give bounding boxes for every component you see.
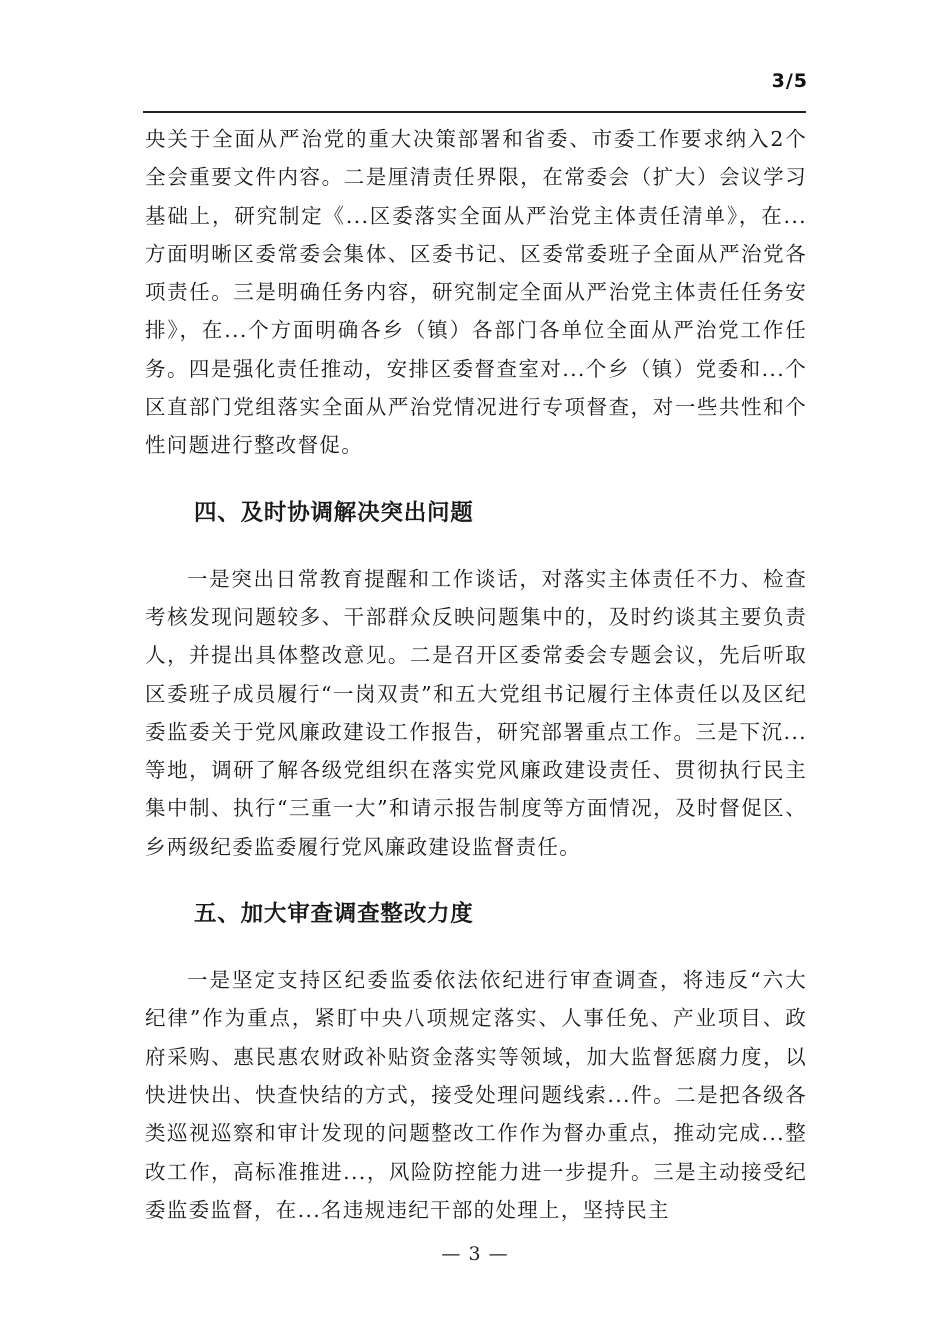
footer-page-number: — 3 — (441, 1243, 509, 1265)
spacer (145, 866, 807, 895)
section-4-paragraph: 一是突出日常教育提醒和工作谈话，对落实主体责任不力、检查考核发现问题较多、干部群众反映问题集中的，及时约谈其主要负责人，并提出具体整改意见。二是召开区委常委会专题会议，先后听取区委班子成员履行“一岗双责”和五大党组书记履行主体责任以及区纪委监委关于党风廉政建设工作报告，研究部署重点工作。三是下沉...等地，调研了解各级党组织在落实党风廉政建设责任、贯彻执行民主集中制、执行“三重一大”和请示报告制度等方面情况，及时督促区、乡两级纪委监委履行党风廉政建设监督责任。 (145, 566, 807, 859)
page-counter: 3/5 (771, 70, 808, 92)
section-5-paragraph: 一是坚定支持区纪委监委依法依纪进行审查调查，将违反“六大纪律”作为重点，紧盯中央八项规定落实、人事任免、产业项目、政府采购、惠民惠农财政补贴资金落实等领域，加大监督惩腐力度，以快进快出、快查快结的方式，接受处理问题线索...件。二是把各级各类巡视巡察和审计发现的问题整改工作作为督办重点，推动完成...整改工作，高标准推进...，风险防控能力进一步提升。三是主动接受纪委监委监督，在...名违规违纪干部的处理上，坚持民主 (145, 968, 807, 1222)
header-divider (143, 111, 806, 113)
spacer (145, 465, 807, 494)
paragraph-continued: 央关于全面从严治党的重大决策部署和省委、市委工作要求纳入2个全会重要文件内容。二是厘清责任界限，在常委会（扩大）会议学习基础上，研究制定《...区委落实全面从严治党主体责任清单》，在...方面明晰区委常委会集体、区委书记、区委常委班子全面从严治党各项责任。三是明确任务内容，研究制定全面从严治党主体责任任务安排》，在...个方面明确各乡（镇）各部门各单位全面从严治党工作任务。四是强化责任推动，安排区委督查室对...个乡（镇）党委和...个区直部门党组落实全面从严治党情况进行专项督查，对一些共性和个性问题进行整改督促。 (145, 127, 807, 458)
spacer (145, 933, 807, 961)
document-body (145, 120, 807, 1229)
section-heading-4: 四、及时协调解决突出问题 (194, 499, 474, 526)
section-heading-5: 五、加大审查调查整改力度 (194, 901, 474, 928)
spacer (145, 532, 807, 560)
